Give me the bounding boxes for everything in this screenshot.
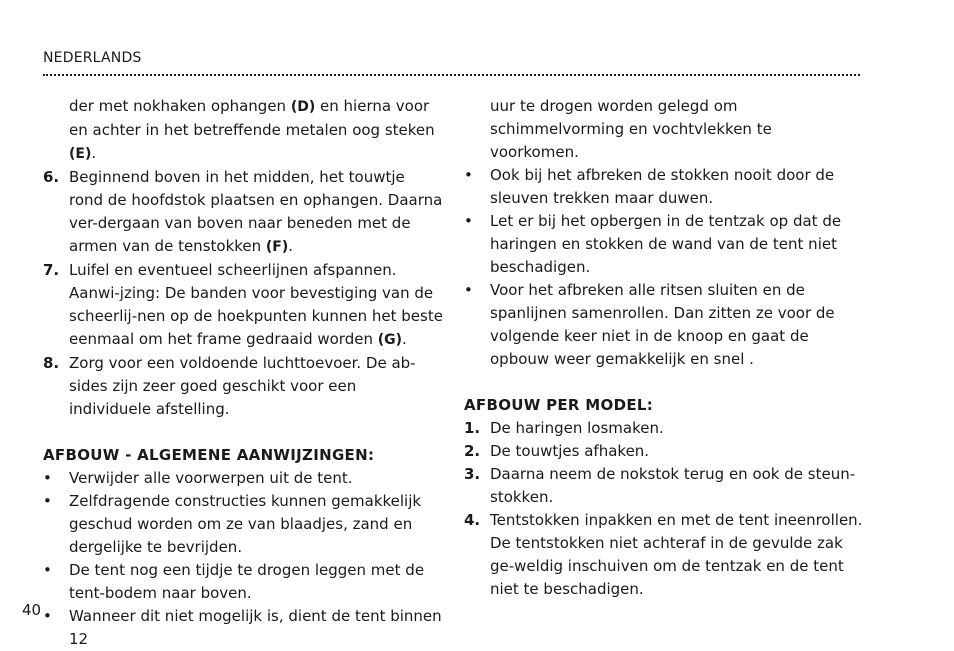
- bullet-item: • Verwijder alle voorwerpen uit de tent.: [43, 467, 443, 490]
- bullet-icon: •: [43, 561, 52, 579]
- model-step-2: [464, 440, 864, 463]
- dotted-divider: [43, 74, 860, 76]
- bullet-item: • Zelfdragende constructies kunnen gemakkelijk geschud worden om ze van blaadjes, zand en dergelijke te bevrijden.: [43, 490, 443, 559]
- step-number: 7.: [43, 261, 60, 279]
- bullet-icon: •: [43, 607, 52, 625]
- step-number: 8.: [43, 354, 60, 372]
- step-text: De touwtjes afhaken.: [490, 442, 650, 460]
- step-text: De haringen losmaken.: [490, 419, 664, 437]
- step-6: [43, 166, 443, 259]
- step-number: 6.: [43, 168, 60, 186]
- left-column: [43, 95, 443, 651]
- bullet-icon: •: [464, 166, 473, 184]
- step-number: 3.: [464, 465, 481, 483]
- section-heading-per-model: AFBOUW PER MODEL:: [464, 396, 654, 414]
- model-step-1: [464, 417, 864, 440]
- bullet-item: • Voor het afbreken alle ritsen sluiten en de spanlijnen samenrollen. Dan zitten ze voor de volgende keer niet in de knoop en gaat de opbouw weer gemakkelijk en snel .: [464, 279, 864, 371]
- bullet-item: • Let er bij het opbergen in de tentzak op dat de haringen en stokken de wand van de tent niet beschadigen.: [464, 210, 864, 279]
- bullet-item: • De tent nog een tijdje te drogen leggen met de tent-bodem naar boven.: [43, 559, 443, 605]
- continued-paragraph: der met nokhaken ophangen (D) en hierna voor en achter in het betreffende metalen oog steken (E).: [69, 97, 435, 162]
- model-step-4: [464, 509, 864, 601]
- step-text: Tentstokken inpakken en met de tent ineenrollen. De tentstokken niet achteraf in de gevulde zak ge-weldig inschuiven om de tentzak en de tent niet te beschadigen.: [490, 511, 863, 598]
- step-number: 4.: [464, 511, 481, 529]
- step-text: Daarna neem de nokstok terug en ook de steun-stokken.: [490, 465, 856, 506]
- page-header-language: NEDERLANDS: [43, 50, 142, 66]
- continued-paragraph: uur te drogen worden gelegd om schimmelvorming en vochtvlekken te voorkomen.: [490, 97, 772, 161]
- right-column: [464, 95, 864, 601]
- bullet-icon: •: [43, 469, 52, 487]
- bullet-icon: •: [43, 492, 52, 510]
- model-step-3: [464, 463, 864, 509]
- step-number: 1.: [464, 419, 481, 437]
- bullet-item: • Ook bij het afbreken de stokken nooit door de sleuven trekken maar duwen.: [464, 164, 864, 210]
- step-8: [43, 352, 443, 421]
- step-text: Zorg voor een voldoende luchttoevoer. De ab-sides zijn zeer goed geschikt voor een individuele afstelling.: [69, 354, 416, 418]
- step-text: Luifel en eventueel scheerlijnen afspannen. Aanwi-jzing: De banden voor bevestiging van de scheerlij-nen op de hoekpunten kunnen het beste eenmaal om het frame gedraaid worden (G).: [69, 261, 443, 348]
- step-text: Beginnend boven in het midden, het touwtje rond de hoofdstok plaatsen en ophangen. Daarna ver-dergaan van boven naar beneden met de armen van de tenstokken (F).: [69, 168, 443, 255]
- bullet-item: • Wanneer dit niet mogelijk is, dient de tent binnen 12: [43, 605, 443, 651]
- section-heading-general: AFBOUW - ALGEMENE AANWIJZINGEN:: [43, 446, 375, 464]
- step-7: [43, 259, 443, 352]
- bullet-icon: •: [464, 281, 473, 299]
- step-number: 2.: [464, 442, 481, 460]
- bullet-icon: •: [464, 212, 473, 230]
- page-number: 40: [22, 601, 42, 619]
